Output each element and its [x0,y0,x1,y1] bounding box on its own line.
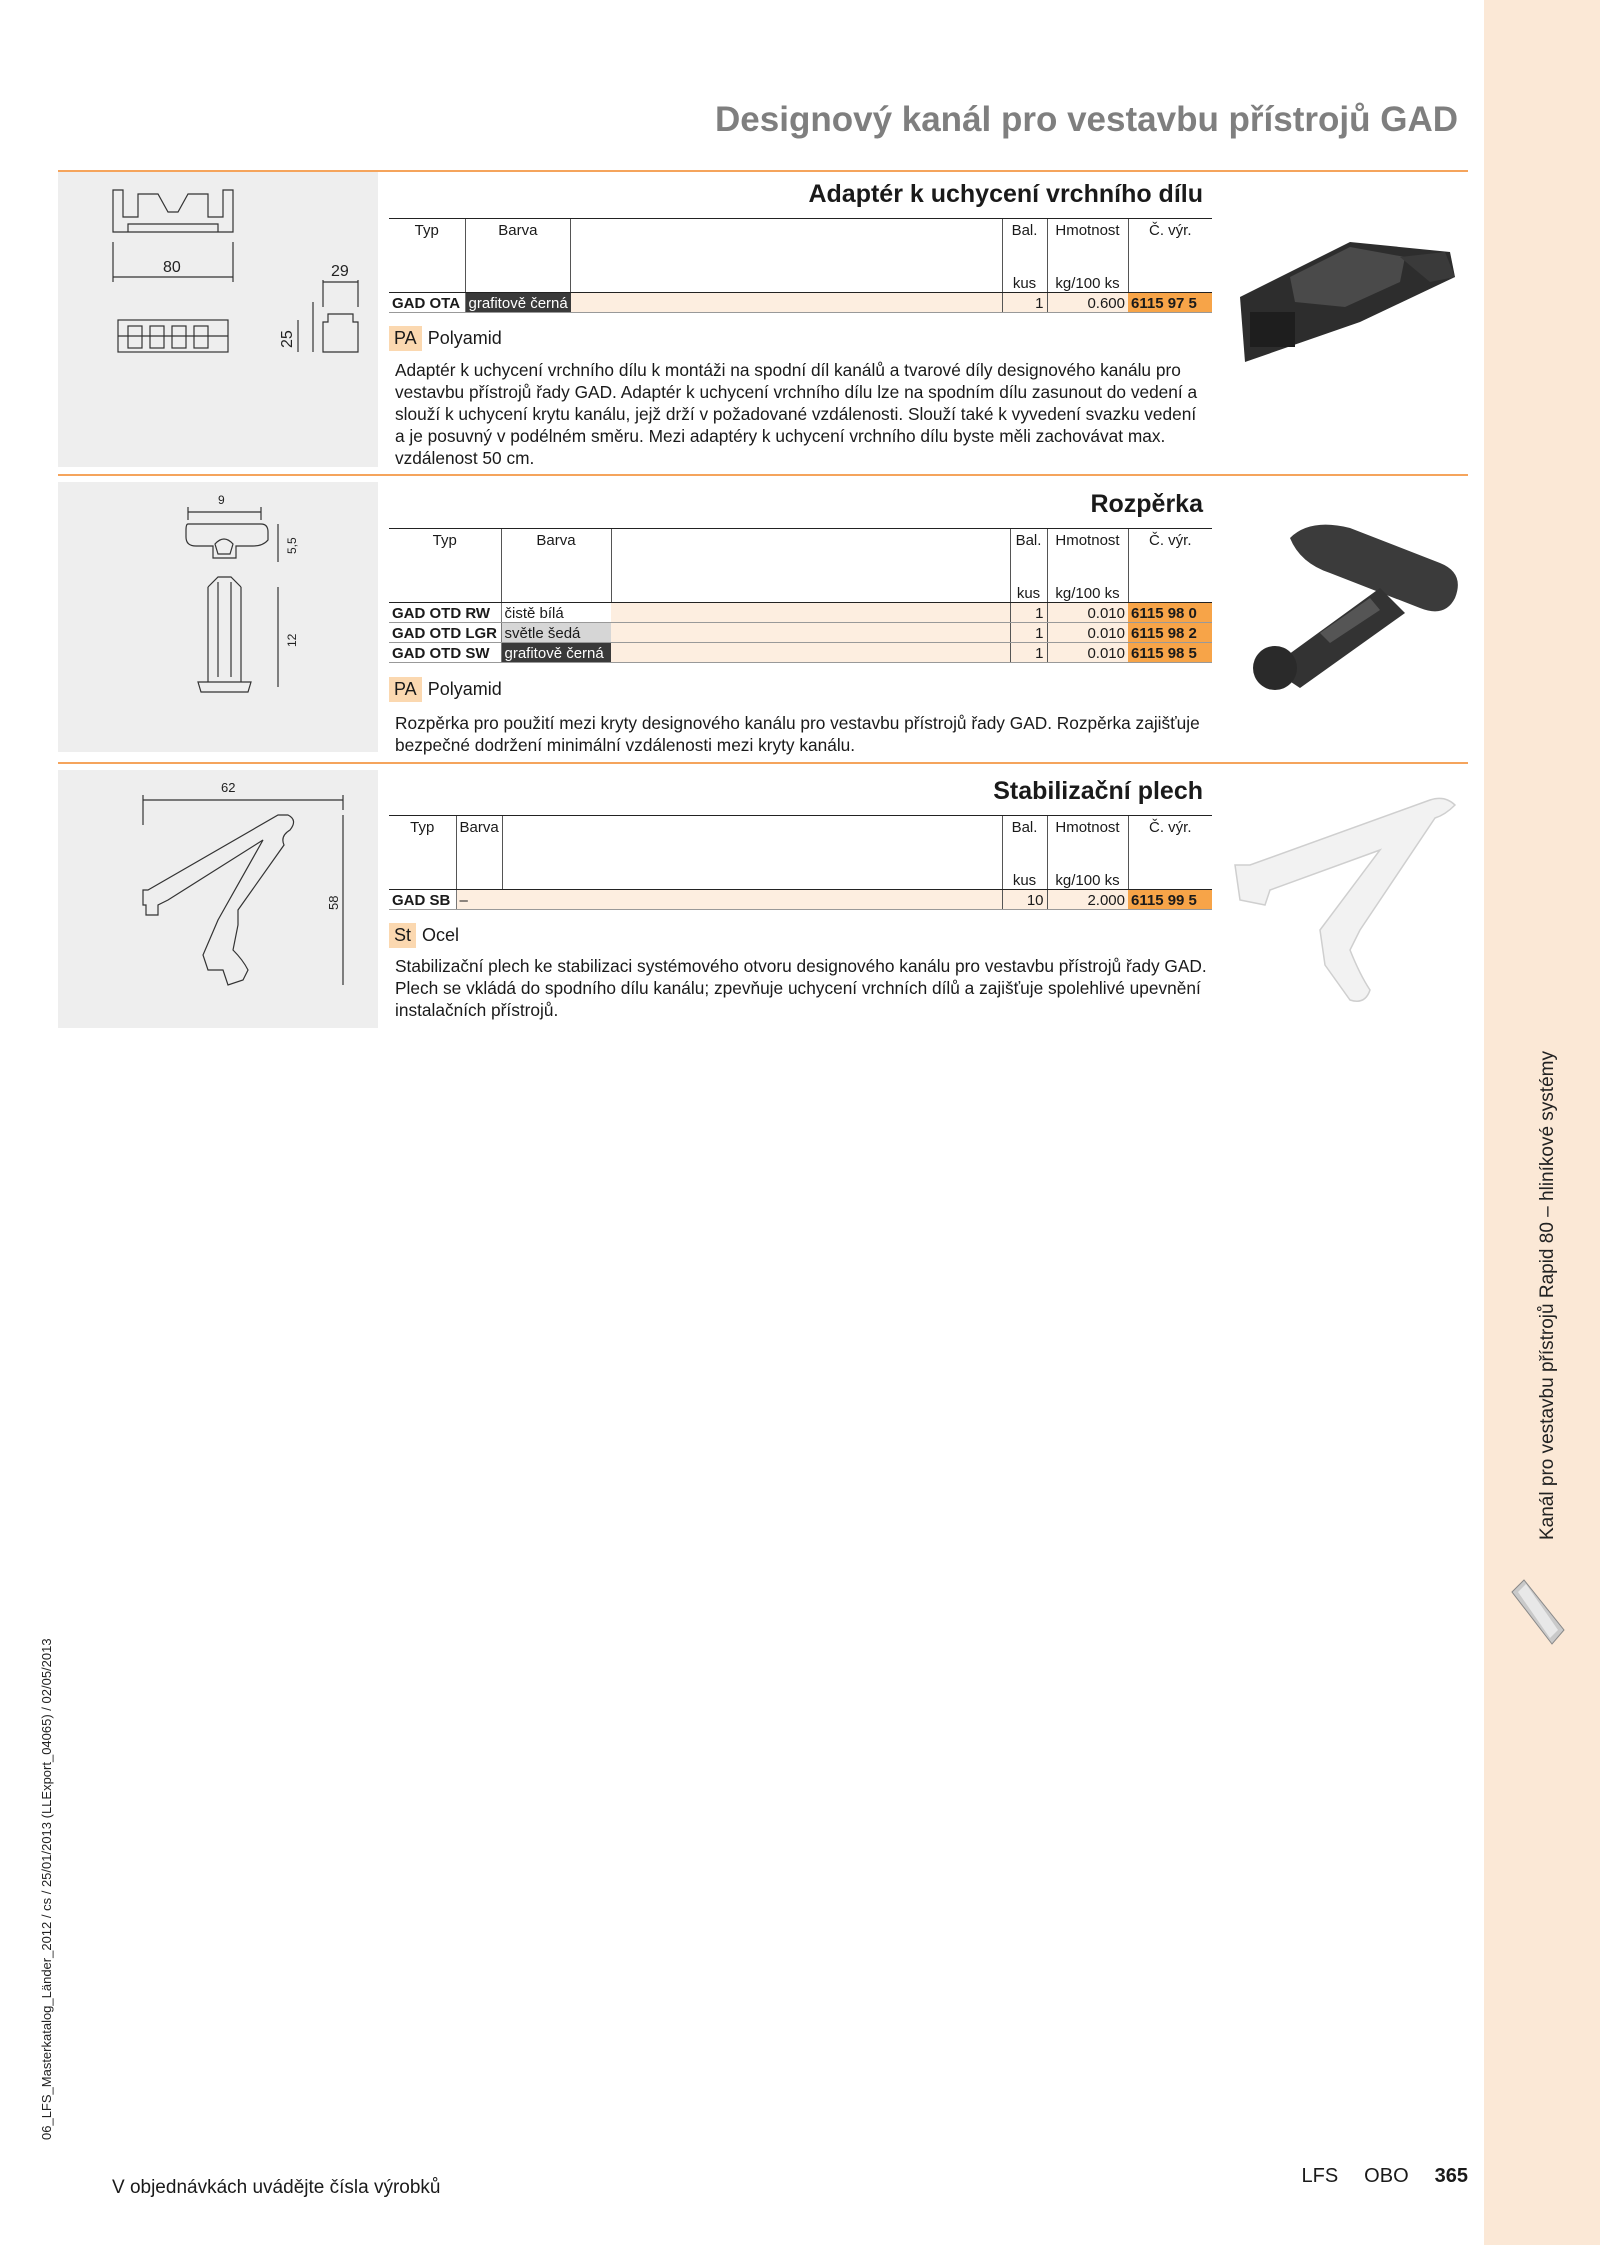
cell-bal: 1 [1002,293,1047,313]
unit-hmotnost: kg/100 ks [1047,849,1128,890]
material-code: St [389,923,416,948]
section-title: Rozpěrka [1090,490,1203,518]
cell-article-number: 6115 99 5 [1128,890,1212,910]
channel-thumbnail [1508,1578,1566,1650]
unit-hmotnost: kg/100 ks [1047,562,1128,603]
side-category-label: Kanál pro vestavbu přístrojů Rapid 80 – hliníkové systémy [1537,1051,1558,1540]
col-header-cvyr: Č. výr. [1128,816,1212,850]
product-description: Adaptér k uchycení vrchního dílu k montáži na spodní díl kanálů a tvarové díly designového kanálu pro vestavbu přístrojů řady GAD. Adaptér k uchycení vrchního dílu lze na spodním dílu zasunout do vedení a slouží k uchycení krytu kanálu, jejž drží v požadované vzdálenosti. Slouží také k vyvedení svazku vedení a je posuvný v podélném směru. Mezi adaptéry k uchycení vrchního dílu byste měli zachovávat max. vzdálenost 50 cm. [395,360,1198,468]
material-name: Ocel [422,925,460,945]
cell-bal: 1 [1010,643,1047,663]
dim-label: 12 [285,633,299,647]
dim-label: 62 [221,780,236,795]
section-title: Adaptér k uchycení vrchního dílu [808,180,1203,208]
col-header-typ: Typ [389,219,465,253]
col-header-typ: Typ [389,816,456,850]
col-header-barva: Barva [465,219,571,253]
product-description: Rozpěrka pro použití mezi kryty designového kanálu pro vestavbu přístrojů řady GAD. Rozpěrka zajišťuje bezpečné dodržení minimální vzdálenosti mezi kryty kanálu. [395,713,1200,755]
cell-typ: GAD OTD RW [389,603,501,623]
cell-hmotnost: 0.600 [1047,293,1128,313]
col-header-barva: Barva [501,529,611,563]
dim-label: 29 [331,263,349,280]
page-number: 365 [1434,2165,1468,2187]
cell-barva: – [456,890,502,910]
dim-label: 58 [326,895,341,910]
cell-bal: 1 [1010,623,1047,643]
dim-label: 25 [279,330,296,348]
technical-drawing-spacer [58,482,378,752]
technical-drawing-stabilizer [58,770,378,1028]
table-row [389,293,1212,313]
unit-bal: kus [1010,562,1047,603]
col-header-hmotnost: Hmotnost [1047,219,1128,253]
unit-bal: kus [1002,849,1047,890]
col-header-bal: Bal. [1002,816,1047,850]
cell-typ: GAD SB [389,890,456,910]
section-divider [58,474,1468,476]
cell-hmotnost: 2.000 [1047,890,1128,910]
cell-article-number: 6115 98 5 [1128,643,1212,663]
product-description: Stabilizační plech ke stabilizaci systémového otvoru designového kanálu pro vestavbu přístrojů řady GAD. Plech se vkládá do spodního dílu kanálu; zpevňuje uchycení vrchních dílů a zajišťuje spolehlivé upevnění instalačních přístrojů. [395,956,1207,1020]
footer-note: V objednávkách uvádějte čísla výrobků [112,2177,441,2198]
document-meta: 06_LFS_Masterkatalog_Länder_2012 / cs / 25/01/2013 (LLExport_04065) / 02/05/2013 [39,1638,54,2140]
col-header-hmotnost: Hmotnost [1047,529,1128,563]
table-row [389,643,1212,663]
technical-drawing-adapter [58,172,378,467]
dim-label: 80 [163,259,181,276]
cell-article-number: 6115 97 5 [1128,293,1212,313]
cell-article-number: 6115 98 0 [1128,603,1212,623]
cell-typ: GAD OTD SW [389,643,501,663]
dim-label: 9 [218,493,225,507]
cell-hmotnost: 0.010 [1047,603,1128,623]
cell-barva: čistě bílá [501,603,611,623]
product-image-adapter [1230,222,1466,372]
col-header-cvyr: Č. výr. [1128,219,1212,253]
material-line [389,923,459,948]
col-header-barva: Barva [456,816,502,850]
product-image-stabilizer [1230,790,1466,1015]
col-header-bal: Bal. [1010,529,1047,563]
material-name: Polyamid [427,328,502,348]
material-code: PA [389,677,422,702]
product-table [389,815,1212,910]
material-name: Polyamid [427,679,502,699]
page-title: Designový kanál pro vestavbu přístrojů GAD [715,100,1458,139]
col-header-bal: Bal. [1002,219,1047,253]
table-row [389,890,1212,910]
unit-bal: kus [1002,252,1047,293]
cell-typ: GAD OTA [389,293,465,313]
material-line [389,677,502,702]
footer-brand-lfs: LFS [1301,2165,1339,2187]
product-image-spacer [1230,518,1466,698]
footer-brand-obo: OBO [1364,2165,1409,2187]
material-line [389,326,502,351]
cell-barva: grafitově černá [465,293,571,313]
material-code: PA [389,326,422,351]
unit-hmotnost: kg/100 ks [1047,252,1128,293]
cell-bal: 1 [1010,603,1047,623]
footer-brand [1301,2165,1468,2188]
col-header-cvyr: Č. výr. [1128,529,1212,563]
cell-article-number: 6115 98 2 [1128,623,1212,643]
cell-barva: grafitově černá [501,643,611,663]
section-title: Stabilizační plech [993,777,1203,805]
cell-barva: světle šedá [501,623,611,643]
table-row [389,603,1212,623]
product-table [389,218,1212,313]
table-row [389,623,1212,643]
col-header-typ: Typ [389,529,501,563]
cell-hmotnost: 0.010 [1047,623,1128,643]
col-header-hmotnost: Hmotnost [1047,816,1128,850]
section-divider [58,762,1468,764]
cell-bal: 10 [1002,890,1047,910]
dim-label: 5,5 [285,537,299,554]
product-table [389,528,1212,663]
cell-typ: GAD OTD LGR [389,623,501,643]
cell-hmotnost: 0.010 [1047,643,1128,663]
